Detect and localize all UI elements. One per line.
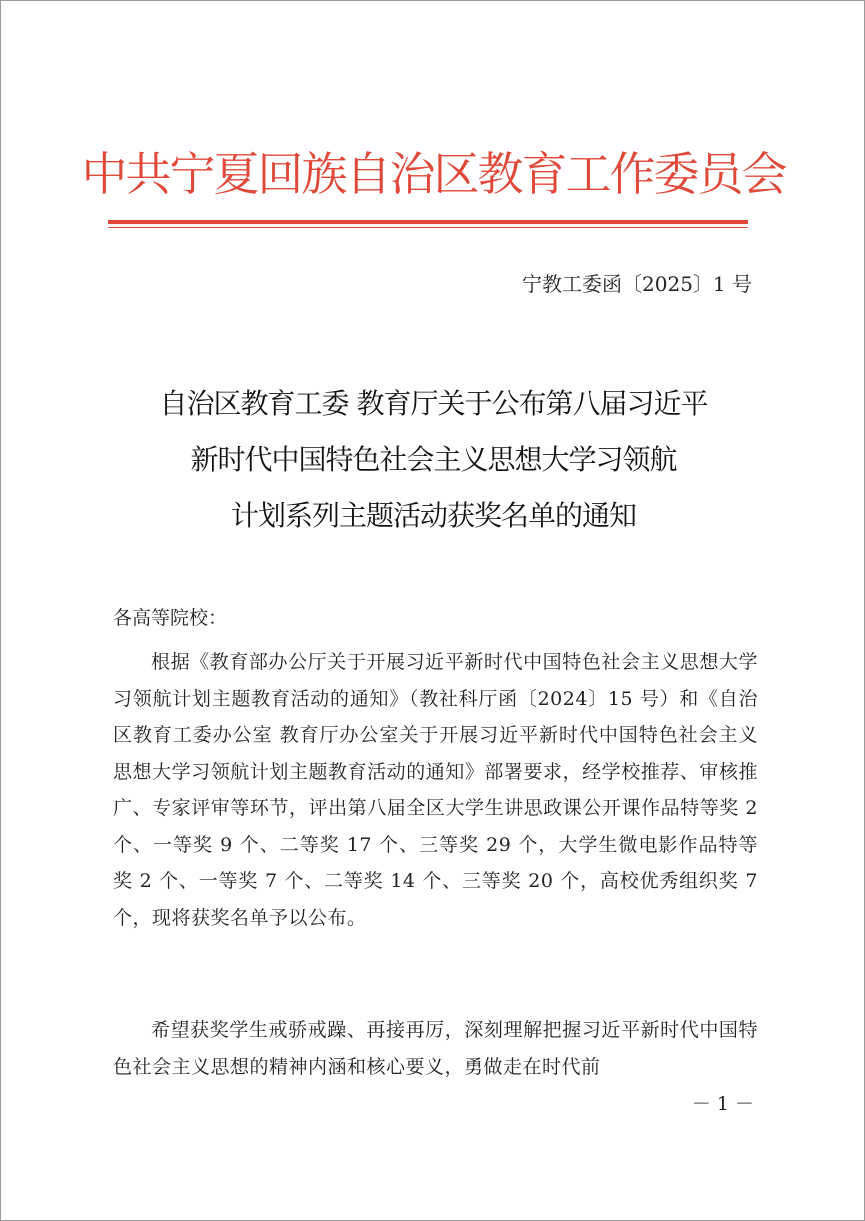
salutation: 各高等院校：	[113, 607, 228, 629]
document-number: 宁教工委函〔2025〕1 号	[522, 272, 752, 296]
title-line: 新时代中国特色社会主义思想大学习领航	[190, 443, 677, 476]
body-paragraph: 希望获奖学生戒骄戒躁、再接再厉，深刻理解把握习近平新时代中国特色社会主义思想的精神内涵和核心要义，勇做走在时代前	[113, 1019, 758, 1078]
document-title	[1, 376, 865, 544]
body-paragraph: 根据《教育部办公厅关于开展习近平新时代中国特色社会主义思想大学习领航计划主题教育活动的通知》（教社科厅函〔2024〕15 号）和《自治区教育工委办公室 教育厅办公室关于开展习近平新时代中国特色社会主义思想大学习领航计划主题教育活动的通知》部署要求，经学校推荐、审核推广、专家评审等环节，评出第八届全区大学生讲思政课公开课作品特等奖 2 个、一等奖 9 个、二等奖 17 个、三等奖 29 个，大学生微电影作品特等奖 2 个、一等奖 7 个、二等奖 14 个、三等奖 20 个，高校优秀组织奖 7 个，现将获奖名单予以公布。	[113, 651, 758, 929]
title-line: 自治区教育工委 教育厅关于公布第八届习近平	[159, 387, 708, 420]
header-red-rule-thick	[108, 220, 748, 224]
page-number: － 1 －	[691, 1093, 754, 1115]
title-line: 计划系列主题活动获奖名单的通知	[230, 499, 636, 532]
header-red-rule-thin	[108, 227, 748, 228]
issuing-authority-header: 中共宁夏回族自治区教育工作委员会	[81, 147, 786, 201]
